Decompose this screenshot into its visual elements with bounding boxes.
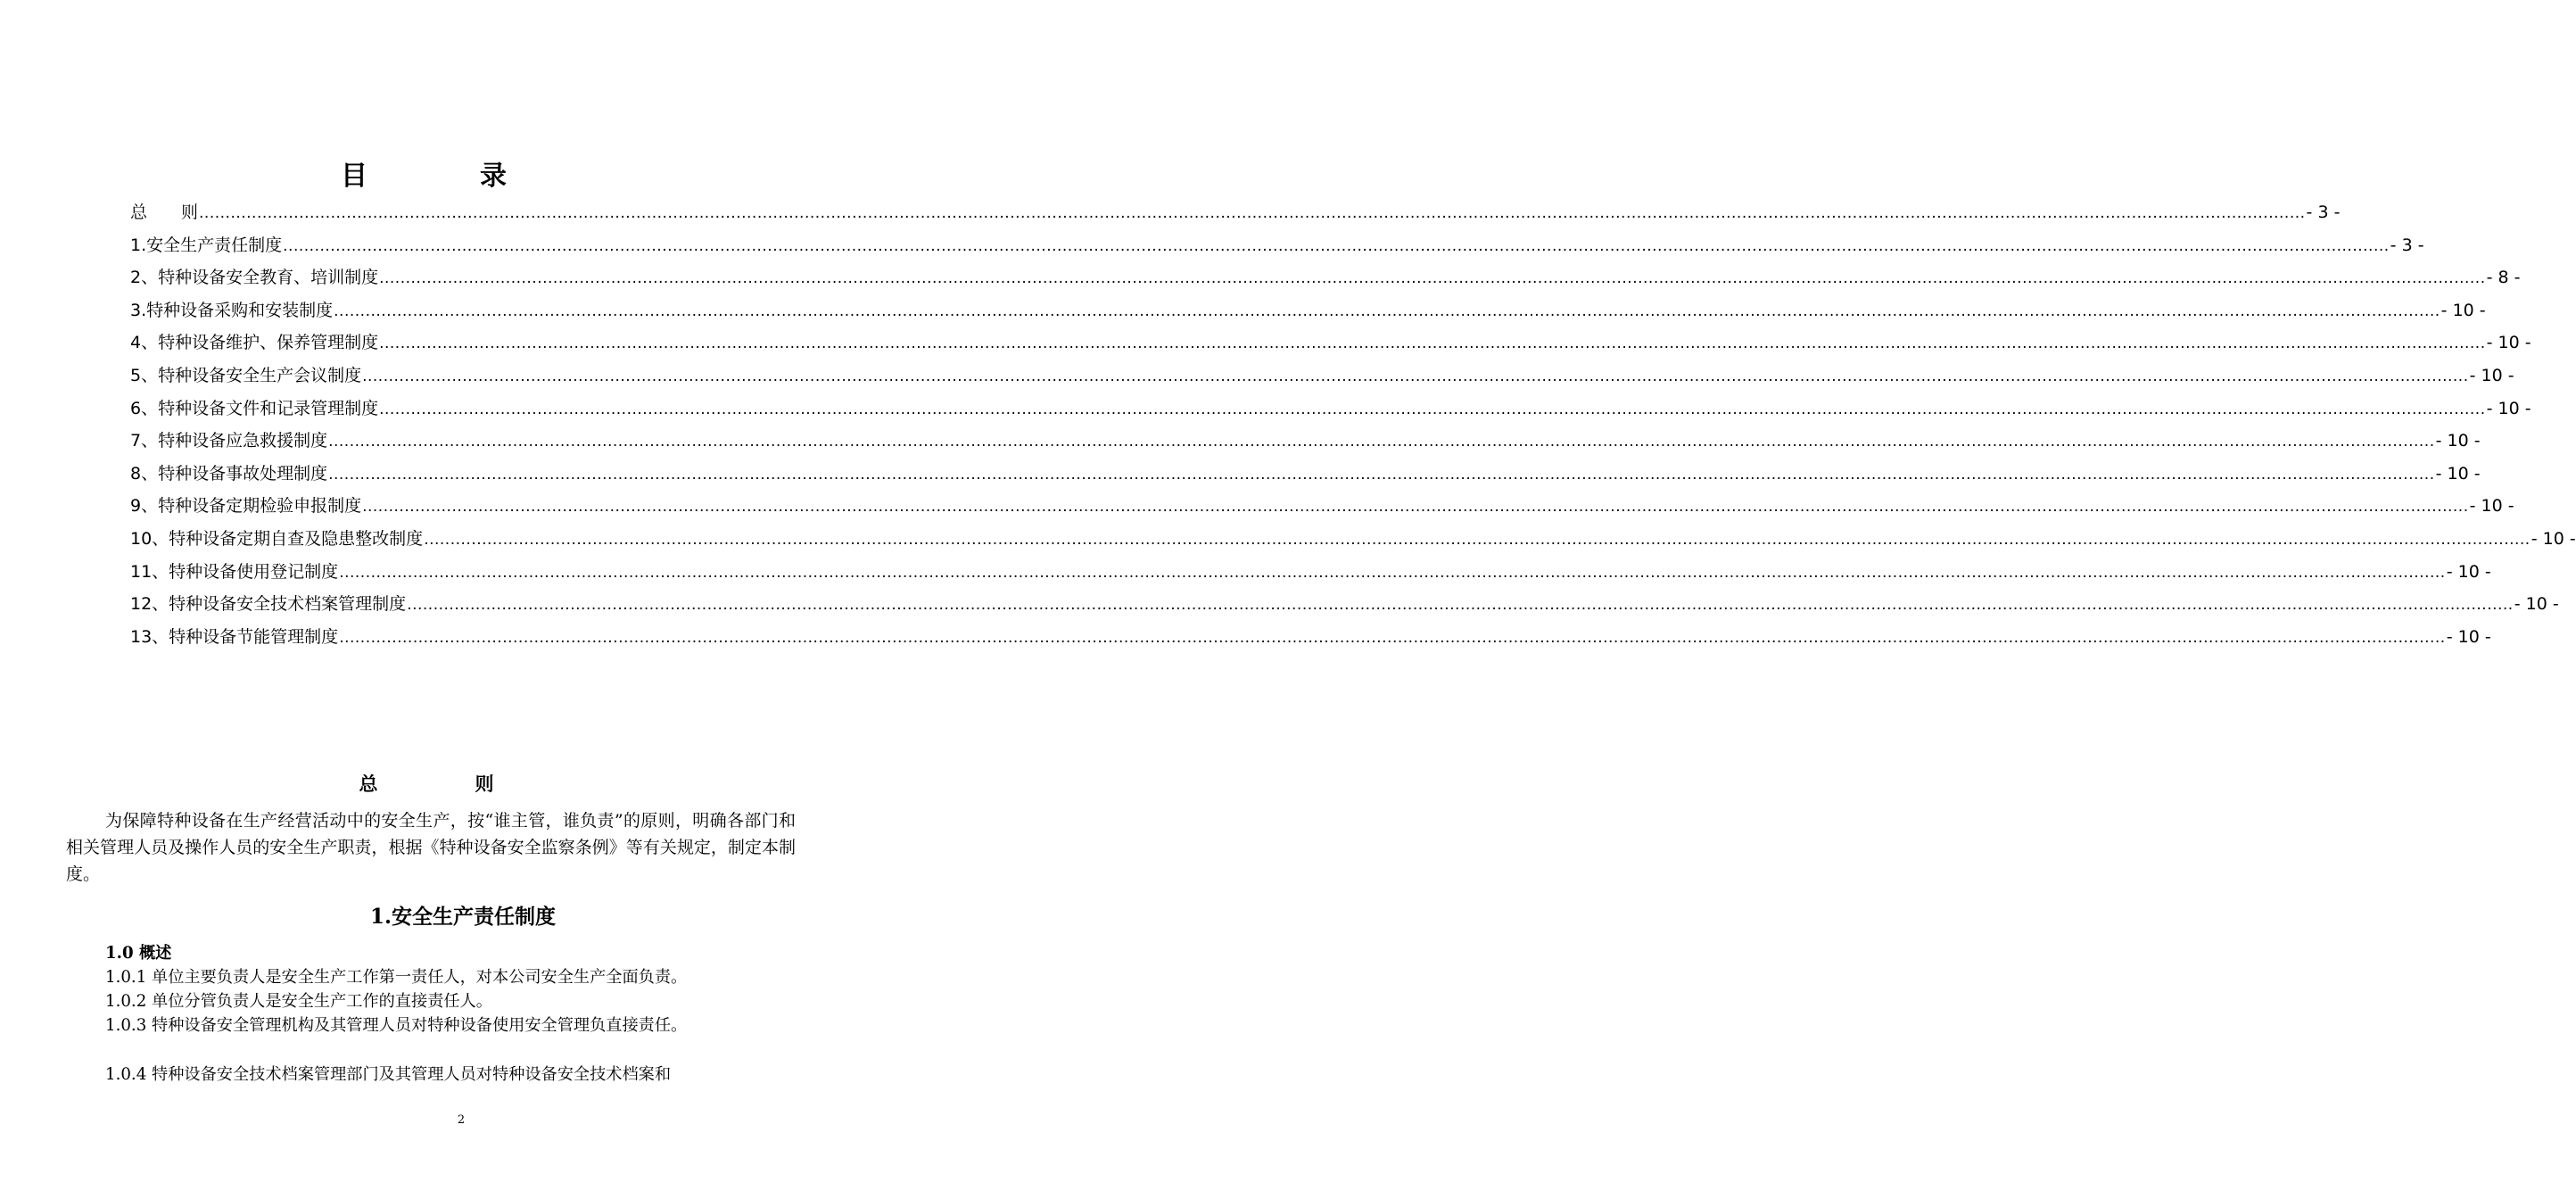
toc-entry-page: - 10 - xyxy=(2435,463,2481,484)
toc-entry-label: 10、特种设备定期自查及隐患整改制度 xyxy=(130,528,424,549)
toc-entry-page: - 10 - xyxy=(2469,365,2514,385)
toc-entry-page: - 3 - xyxy=(2390,235,2424,255)
toc-entry-label: 7、特种设备应急救援制度 xyxy=(130,431,328,451)
clause-paragraph: 1.0.4 特种设备安全技术档案管理部门及其管理人员对特种设备安全技术档案和 xyxy=(105,1065,672,1084)
toc-leader-dots: ................................................................................................................................................................................................................................................................................................................................................................................................................ xyxy=(379,335,2486,353)
toc-entry[interactable] xyxy=(130,556,2491,589)
toc-entry-page: - 10 - xyxy=(2531,528,2576,549)
toc-leader-dots: ................................................................................................................................................................................................................................................................................................................................................................................................................ xyxy=(283,236,2390,255)
toc-entry-label: 4、特种设备维护、保养管理制度 xyxy=(130,333,379,353)
toc-entry[interactable] xyxy=(130,621,2491,654)
toc-entry[interactable] xyxy=(130,425,2481,458)
toc-leader-dots: ................................................................................................................................................................................................................................................................................................................................................................................................................ xyxy=(407,596,2514,615)
toc-entry[interactable] xyxy=(130,393,2531,426)
toc-entry-page: - 8 - xyxy=(2486,268,2521,288)
toc-entry-page: - 10 - xyxy=(2446,561,2491,582)
toc-entry-label: 5、特种设备安全生产会议制度 xyxy=(130,365,362,385)
toc-entry-label: 1.安全生产责任制度 xyxy=(130,235,283,255)
toc-leader-dots: ................................................................................................................................................................................................................................................................................................................................................................................................................ xyxy=(339,628,2446,647)
toc-entry-page: - 10 - xyxy=(2514,594,2559,615)
toc-entry[interactable] xyxy=(130,229,2424,262)
toc-entry[interactable] xyxy=(130,327,2531,360)
toc-entry-label: 2、特种设备安全教育、培训制度 xyxy=(130,268,379,288)
toc-entry[interactable] xyxy=(130,490,2514,523)
toc-entry-label: 12、特种设备安全技术档案管理制度 xyxy=(130,594,407,615)
toc-leader-dots: ................................................................................................................................................................................................................................................................................................................................................................................................................ xyxy=(424,530,2531,549)
toc-entry[interactable] xyxy=(130,261,2521,294)
clause-paragraph: 1.0.3 特种设备安全管理机构及其管理人员对特种设备使用安全管理负直接责任。 xyxy=(105,1016,688,1035)
toc-entry-page: - 10 - xyxy=(2435,431,2481,451)
toc-leader-dots: ................................................................................................................................................................................................................................................................................................................................................................................................................ xyxy=(328,465,2435,484)
toc-entry-label: 13、特种设备节能管理制度 xyxy=(130,626,339,647)
toc-entry[interactable] xyxy=(130,196,2341,229)
toc-leader-dots: ................................................................................................................................................................................................................................................................................................................................................................................................................ xyxy=(339,563,2446,582)
toc-entry[interactable] xyxy=(130,360,2514,393)
section-subheading: 1.0 概述 xyxy=(105,944,172,963)
toc-entry[interactable] xyxy=(130,294,2486,327)
toc-entry-page: - 10 - xyxy=(2469,496,2514,517)
toc-leader-dots: ................................................................................................................................................................................................................................................................................................................................................................................................................ xyxy=(379,400,2486,418)
toc-entry-page: - 10 - xyxy=(2440,300,2486,320)
paragraph-spacer xyxy=(105,1038,810,1063)
toc-entry[interactable] xyxy=(130,523,2576,556)
toc-entry-label: 6、特种设备文件和记录管理制度 xyxy=(130,398,379,418)
toc-leader-dots: ................................................................................................................................................................................................................................................................................................................................................................................................................ xyxy=(362,498,2469,517)
toc-leader-dots: ................................................................................................................................................................................................................................................................................................................................................................................................................ xyxy=(362,367,2469,385)
toc-entry-page: - 3 - xyxy=(2306,203,2341,222)
page-number: 2 xyxy=(457,1113,466,1127)
toc-entry-page: - 10 - xyxy=(2486,333,2531,353)
general-provisions-heading: 总 则 xyxy=(359,773,533,795)
chapter-title: 1.安全生产责任制度 xyxy=(369,905,556,929)
table-of-contents xyxy=(130,196,2576,653)
toc-leader-dots: ................................................................................................................................................................................................................................................................................................................................................................................................................ xyxy=(328,433,2435,451)
toc-entry-page: - 10 - xyxy=(2446,626,2491,647)
toc-entry-label: 11、特种设备使用登记制度 xyxy=(130,561,339,582)
toc-leader-dots: ................................................................................................................................................................................................................................................................................................................................................................................................................ xyxy=(334,302,2440,320)
toc-entry-label: 9、特种设备定期检验申报制度 xyxy=(130,496,362,517)
clause-paragraph: 1.0.1 单位主要负责人是安全生产工作第一责任人，对本公司安全生产全面负责。 xyxy=(105,968,688,987)
toc-entry-page: - 10 - xyxy=(2486,398,2531,418)
chapter-body xyxy=(105,941,810,1087)
toc-entry[interactable] xyxy=(130,588,2559,621)
toc-leader-dots: ................................................................................................................................................................................................................................................................................................................................................................................................................ xyxy=(199,204,2306,222)
clause-paragraph: 1.0.2 单位分管负责人是安全生产工作的直接责任人。 xyxy=(105,992,492,1011)
toc-entry-label: 3.特种设备采购和安装制度 xyxy=(130,300,334,320)
toc-title: 目 录 xyxy=(341,161,549,192)
toc-entry-label: 总 则 xyxy=(130,203,199,222)
toc-entry[interactable] xyxy=(130,458,2481,491)
general-provisions-paragraph: 为保障特种设备在生产经营活动中的安全生产，按“谁主管，谁负责”的原则，明确各部门和相关管理人员及操作人员的安全生产职责，根据《特种设备安全监察条例》等有关规定，制定本制度。 xyxy=(66,811,796,884)
toc-leader-dots: ................................................................................................................................................................................................................................................................................................................................................................................................................ xyxy=(379,269,2486,288)
toc-entry-label: 8、特种设备事故处理制度 xyxy=(130,463,328,484)
